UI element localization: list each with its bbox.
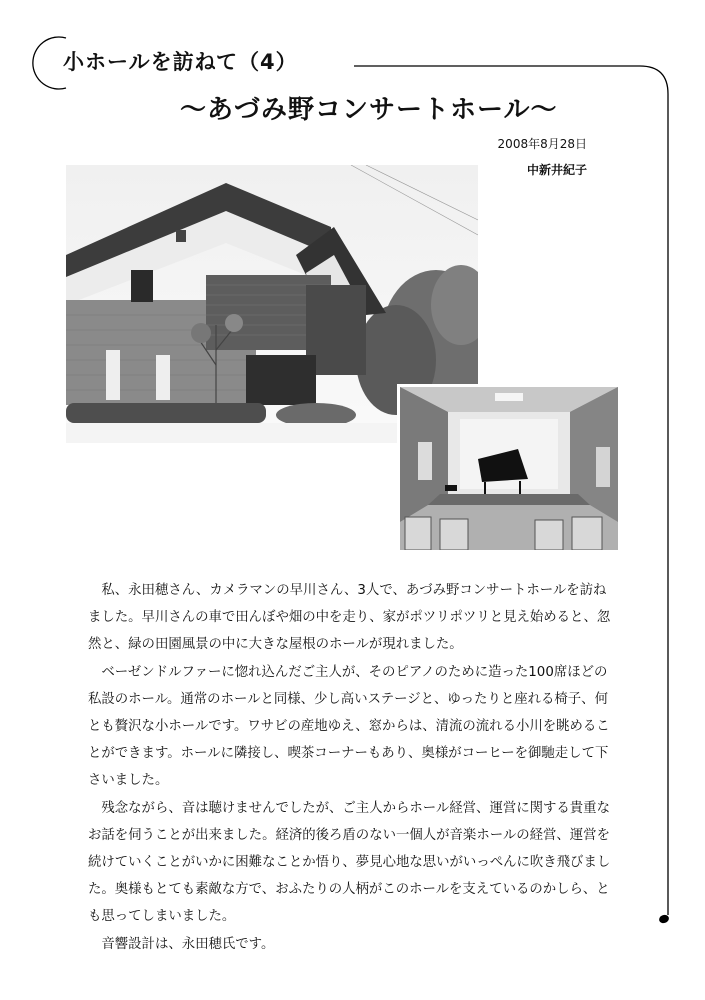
article-author: 中新井紀子 [526,163,587,177]
series-heading: 小ホールを訪ねて（4） [63,50,298,74]
page-title: ～あづみ野コンサートホール～ [180,95,558,125]
paragraph: ベーゼンドルファーに惚れ込んだご主人が、そのピアノのために造った100席ほどの私設のホール。通常のホールと同様、少し高いステージと、ゆったりと座れる椅子、何とも贅沢な小ホールです。ワサビの産地ゆえ、窓からは、清流の流れる小川を眺めることができます。ホールに隣接し、喫茶コーナーもあり、奥様がコーヒーを御馳走して下さいました。 [88,664,610,789]
article-date: 2008年8月28日 [497,137,587,151]
hall-interior-photo [397,384,621,553]
note-head-icon [658,914,670,925]
paragraph: 残念ながら、音は聴けませんでしたが、ご主人からホール経営、運営に関する貴重なお話を伺うことが出来ました。経済的後ろ盾のない一個人が音楽ホールの経営、運営を続けていくことがいかに困難なことか悟り、夢見心地な思いがいっぺんに吹き飛びました。奥様もとても素敵な方で、おふたりの人柄がこのホールを支えているのかしら、とも思ってしまいました。 [88,800,611,925]
article-body [88,577,616,958]
header-left-arc [33,37,66,89]
paragraph: 私、永田穂さん、カメラマンの早川さん、3人で、あづみ野コンサートホールを訪ねました。早川さんの車で田んぼや畑の中を走り、家がポツリポツリと見え始めると、忽然と、緑の田園風景の中に大きな屋根のホールが現れました。 [88,583,611,653]
paragraph: 音響設計は、永田穂氏です。 [101,936,275,952]
